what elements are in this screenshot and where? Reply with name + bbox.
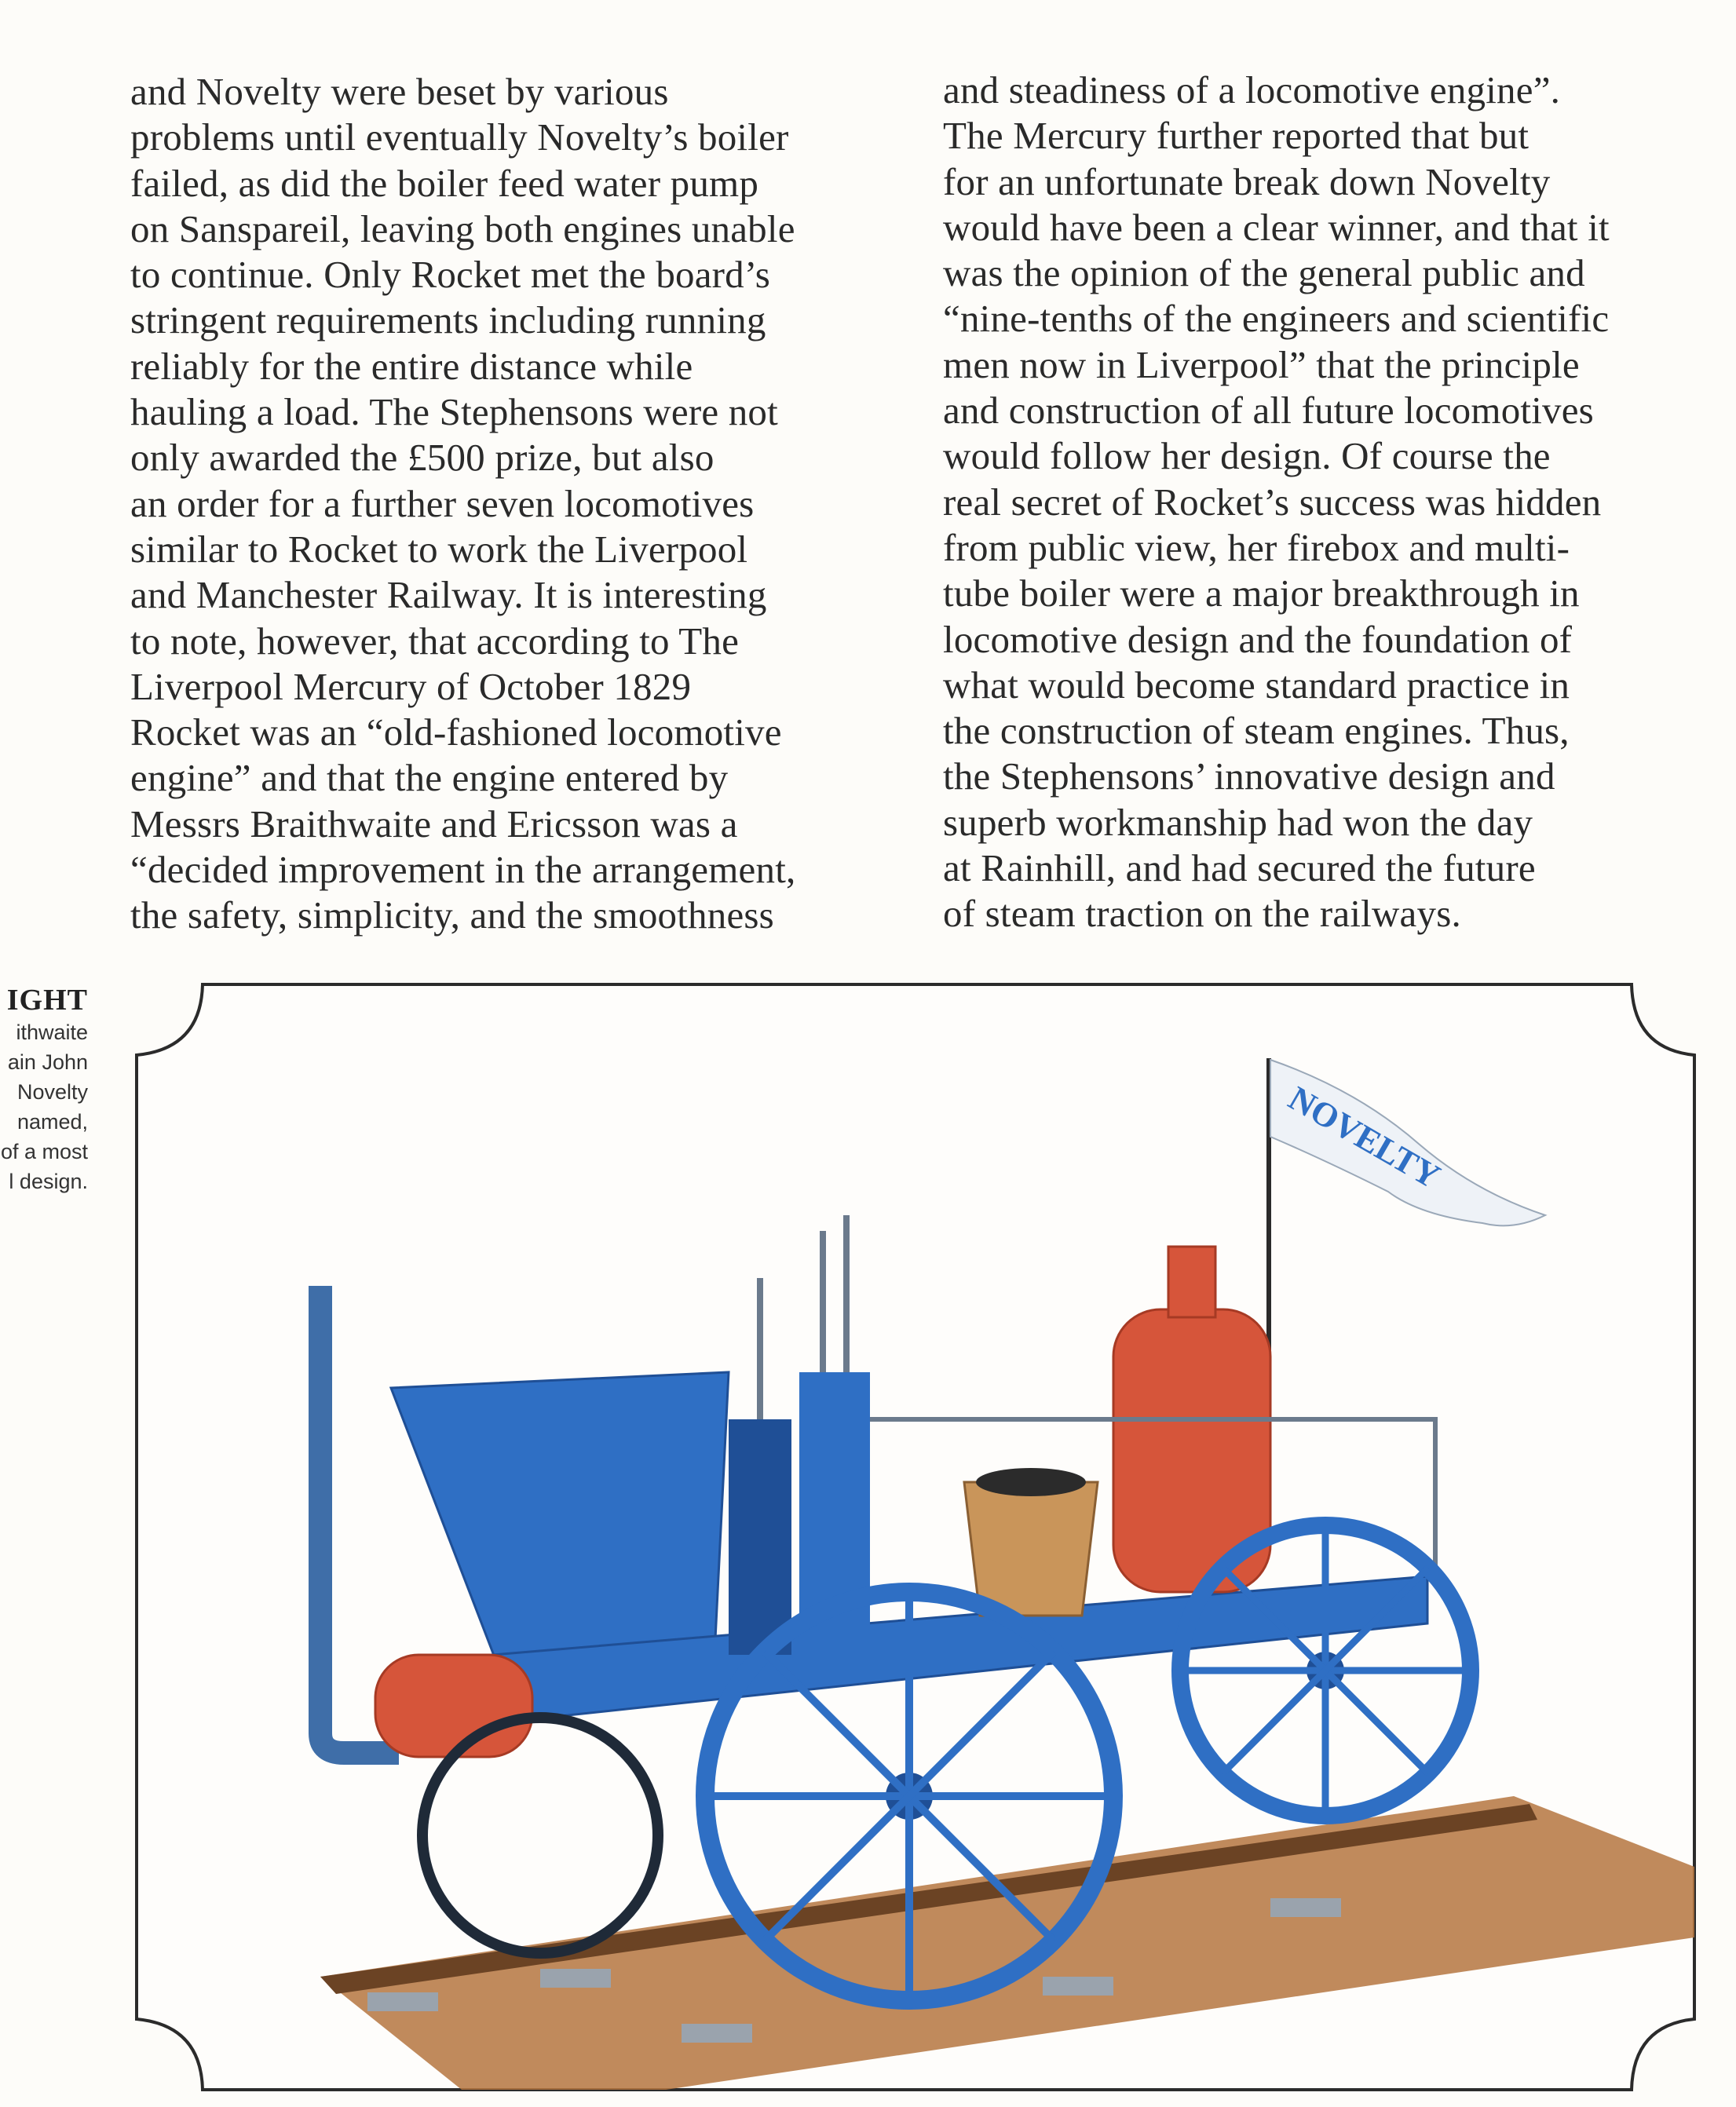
illustration-frame xyxy=(132,980,1702,2094)
caption-line: ain John xyxy=(7,1050,88,1074)
text-line: the construction of steam engines. Thus, xyxy=(943,709,1570,753)
sleeper xyxy=(682,2024,752,2043)
text-line: was the opinion of the general public and xyxy=(943,251,1585,295)
caption-line: of a most xyxy=(0,1140,88,1163)
text-line: Liverpool Mercury of October 1829 xyxy=(130,664,692,708)
text-line: the safety, simplicity, and the smoothness xyxy=(130,893,774,937)
text-line: “decided improvement in the arrangement, xyxy=(130,848,796,892)
text-line: similar to Rocket to work the Liverpool xyxy=(130,527,748,571)
text-line: of steam traction on the railways. xyxy=(943,892,1461,936)
text-line: tube boiler were a major breakthrough in xyxy=(943,571,1580,615)
text-line: and construction of all future locomotives xyxy=(943,389,1594,433)
text-line: and Manchester Railway. It is interesting xyxy=(130,573,767,617)
coal-basket xyxy=(964,1482,1098,1616)
text-line: The Mercury further reported that but xyxy=(943,114,1530,158)
sleeper xyxy=(1270,1898,1341,1917)
text-line: an order for a further seven locomotives xyxy=(130,481,755,525)
caption-title: IGHT xyxy=(6,984,88,1017)
text-line: and steadiness of a locomotive engine”. xyxy=(943,68,1561,111)
text-line: hauling a load. The Stephensons were not xyxy=(130,390,778,434)
text-line: engine” and that the engine entered by xyxy=(130,756,729,800)
sleeper xyxy=(540,1969,611,1988)
text-line: only awarded the £500 prize, but also xyxy=(130,436,715,480)
text-line: stringent requirements including running xyxy=(130,298,766,342)
novelty-locomotive-illustration xyxy=(132,980,1702,2094)
text-line: for an unfortunate break down Novelty xyxy=(943,159,1551,203)
cylinder xyxy=(729,1419,791,1655)
text-line: reliably for the entire distance while xyxy=(130,344,693,388)
text-line: on Sanspareil, leaving both engines unable xyxy=(130,206,795,250)
text-line: what would become standard practice in xyxy=(943,663,1570,707)
large-wheel xyxy=(705,1592,1113,2000)
text-line: men now in Liverpool” that the principle xyxy=(943,342,1580,386)
text-line: “nine-tenths of the engineers and scientific xyxy=(943,297,1610,341)
flag-label: NOVELTY xyxy=(1282,1079,1447,1196)
text-line: superb workmanship had won the day xyxy=(943,800,1533,844)
large-wheel xyxy=(1180,1525,1471,1816)
caption-line: named, xyxy=(16,1110,88,1134)
text-line: at Rainhill, and had secured the future xyxy=(943,846,1536,890)
text-line: the Stephensons’ innovative design and xyxy=(943,754,1555,798)
caption-line: l design. xyxy=(9,1170,88,1193)
text-line: and Novelty were beset by various xyxy=(130,70,669,113)
caption-line: ithwaite xyxy=(16,1021,88,1044)
image-caption xyxy=(0,983,88,1196)
boiler-cap xyxy=(1168,1247,1215,1317)
text-line: failed, as did the boiler feed water pump xyxy=(130,161,759,205)
front-drum xyxy=(375,1655,532,1757)
left-text-column xyxy=(130,69,892,939)
caption-line: Novelty xyxy=(16,1080,88,1104)
text-line: problems until eventually Novelty’s boiler xyxy=(130,115,789,159)
text-line: Messrs Braithwaite and Ericsson was a xyxy=(130,802,738,845)
text-line: from public view, her firebox and multi- xyxy=(943,525,1570,569)
text-line: Rocket was an “old-fashioned locomotive xyxy=(130,710,782,754)
text-line: locomotive design and the foundation of xyxy=(943,617,1573,661)
text-line: would have been a clear winner, and that it xyxy=(943,205,1610,249)
sleeper xyxy=(1043,1977,1113,1996)
text-line: would follow her design. Of course the xyxy=(943,434,1551,478)
right-text-column xyxy=(943,68,1728,937)
sleeper xyxy=(367,1992,438,2011)
coal-heap xyxy=(976,1468,1086,1496)
text-line: real secret of Rocket’s success was hidden xyxy=(943,480,1602,524)
text-line: to note, however, that according to The xyxy=(130,619,740,663)
text-line: to continue. Only Rocket met the board’s xyxy=(130,253,770,297)
